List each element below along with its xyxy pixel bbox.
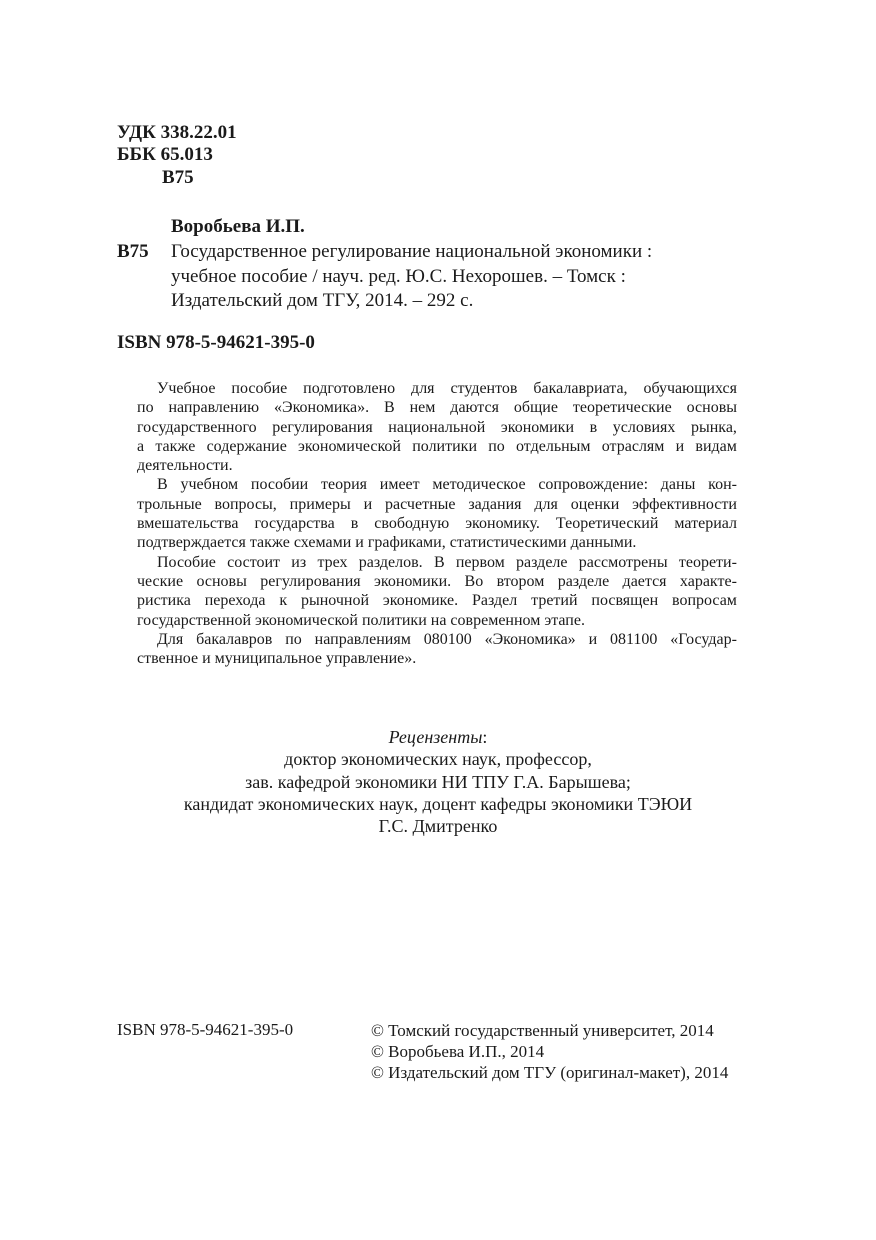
reviewers-colon: : bbox=[482, 727, 488, 747]
abstract-line: государственного регулирования национальной экономики в условиях рынка, bbox=[137, 418, 737, 436]
bibliographic-description bbox=[171, 240, 652, 314]
abstract-line: по направлению «Экономика». В нем даются общие теоретические основы bbox=[137, 399, 737, 417]
abstract-line: В учебном пособии теория имеет методическое сопровождение: даны кон- bbox=[157, 476, 737, 494]
isbn-heading: ISBN 978-5-94621-395-0 bbox=[117, 332, 315, 353]
reviewers-title-line bbox=[0, 726, 876, 748]
abstract-line: Пособие состоит из трех разделов. В первом разделе рассмотрены теорети- bbox=[157, 553, 737, 571]
abstract-line: ристика перехода к рыночной экономике. Раздел третий посвящен вопросам bbox=[137, 592, 737, 610]
abstract-line: подтверждается также схемами и графиками, статистическими данными. bbox=[137, 534, 637, 552]
copyright-line: © Томский государственный университет, 2014 bbox=[371, 1021, 714, 1040]
abstract-line: государственной экономической политики на современном этапе. bbox=[137, 611, 585, 629]
abstract-line: а также содержание экономической политики по отдельным отраслям и видам bbox=[137, 437, 737, 455]
bib-line: Издательский дом ТГУ, 2014. – 292 с. bbox=[171, 290, 474, 311]
reviewer-line: кандидат экономических наук, доцент кафедры экономики ТЭЮИ bbox=[183, 793, 693, 814]
bbk-code: ББК 65.013 bbox=[117, 144, 213, 165]
reviewers-title: Рецензенты bbox=[388, 727, 483, 747]
author-name: Воробьева И.П. bbox=[171, 216, 305, 237]
footer-isbn: ISBN 978-5-94621-395-0 bbox=[117, 1020, 294, 1039]
udk-code: УДК 338.22.01 bbox=[117, 122, 237, 143]
abstract-line: Для бакалавров по направлениям 080100 «Экономика» и 081100 «Государ- bbox=[157, 630, 737, 648]
reviewer-line: зав. кафедрой экономики НИ ТПУ Г.А. Барышева; bbox=[245, 771, 631, 792]
reviewer-line: доктор экономических наук, профессор, bbox=[284, 749, 592, 770]
abstract-line: вмешательства государства в свободную экономику. Теоретический материал bbox=[137, 515, 737, 533]
author-sign-code: В75 bbox=[162, 167, 194, 188]
copyright-line: © Издательский дом ТГУ (оригинал-макет), 2014 bbox=[371, 1063, 729, 1082]
abstract-line: ственное и муниципальное управление». bbox=[137, 650, 417, 668]
abstract-line: ческие основы регулирования экономики. Во втором разделе дается характе- bbox=[137, 572, 737, 590]
copyright-block bbox=[371, 1020, 728, 1083]
abstract-line: деятельности. bbox=[137, 457, 233, 475]
reviewer-line: Г.С. Дмитренко bbox=[378, 816, 498, 837]
copyright-line: © Воробьева И.П., 2014 bbox=[371, 1042, 545, 1061]
abstract-line: Учебное пособие подготовлено для студентов бакалавриата, обучающихся bbox=[157, 380, 737, 397]
abstract-line: трольные вопросы, примеры и расчетные задания для оценки эффективности bbox=[137, 495, 737, 513]
bibliography-code: В75 bbox=[117, 241, 149, 262]
abstract bbox=[137, 379, 737, 668]
reviewers-block bbox=[0, 726, 876, 837]
bib-line: Государственное регулирование национальной экономики : bbox=[171, 241, 653, 262]
bib-line: учебное пособие / науч. ред. Ю.С. Нехорошев. – Томск : bbox=[171, 265, 626, 287]
